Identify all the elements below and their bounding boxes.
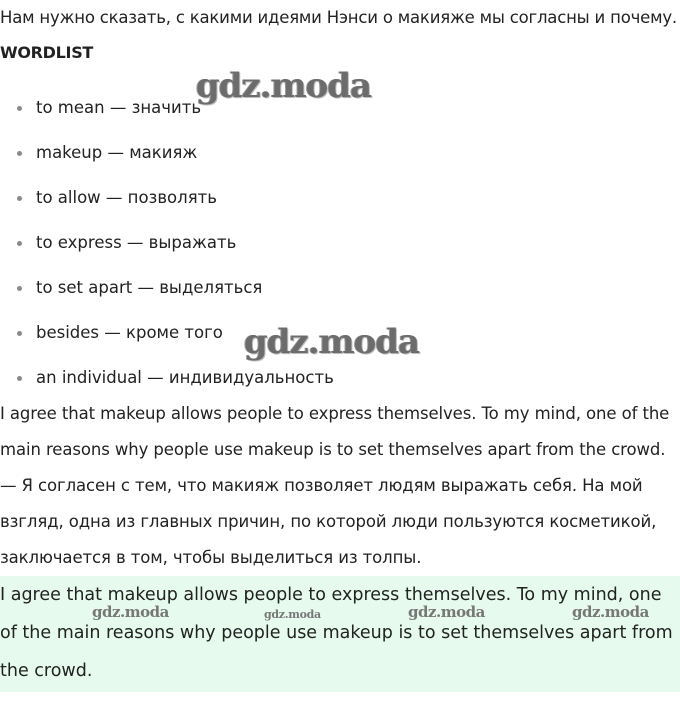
wordlist-entry: an individual — индивидуальность (36, 368, 334, 387)
paragraph-english: I agree that makeup allows people to express themselves. To my mind, one of the main reasons why people use makeup is to set themselves apart from the crowd. (0, 404, 670, 459)
list-item (0, 320, 334, 365)
bullet-icon (17, 196, 22, 201)
watermark-logo: gdz.moda (244, 322, 420, 362)
wordlist-entry: to express — выражать (36, 233, 237, 252)
bullet-icon (17, 376, 22, 381)
wordlist-entry: besides — кроме того (36, 323, 223, 342)
wordlist-entry: to set apart — выделяться (36, 278, 263, 297)
bullet-icon (17, 151, 22, 156)
watermark-logo: gdz.moda (264, 608, 321, 621)
wordlist-entry: to allow — позволять (36, 188, 217, 207)
paragraph-russian: — Я согласен с тем, что макияж позволяет людям выражать себя. На мой взгляд, одна из главных причин, по которой люди пользуются косметикой, заключается в том, чтобы выделиться из толпы. (0, 476, 657, 567)
watermark-logo: gdz.moda (408, 603, 485, 621)
wordlist-entry: makeup — макияж (36, 143, 198, 162)
watermark-logo: gdz.moda (196, 66, 372, 106)
watermark-logo: gdz.moda (92, 603, 169, 621)
list-item (0, 185, 334, 230)
bullet-icon (17, 241, 22, 246)
list-item (0, 230, 334, 275)
list-item (0, 95, 334, 140)
answer-block (0, 576, 680, 692)
wordlist-entry: to mean — значить (36, 98, 202, 117)
bullet-icon (17, 106, 22, 111)
bullet-icon (17, 286, 22, 291)
list-item (0, 140, 334, 185)
watermark-logo: gdz.moda (572, 603, 649, 621)
bullet-icon (17, 331, 22, 336)
wordlist (0, 95, 334, 410)
wordlist-heading: WORDLIST (0, 43, 94, 62)
task-instruction: Нам нужно сказать, с какими идеями Нэнси о макияже мы согласны и почему. (0, 8, 677, 27)
list-item (0, 275, 334, 320)
answer-text: I agree that makeup allows people to express themselves. To my mind, one of the main reasons why people use makeup is to set themselves apart from the crowd. (0, 585, 673, 681)
